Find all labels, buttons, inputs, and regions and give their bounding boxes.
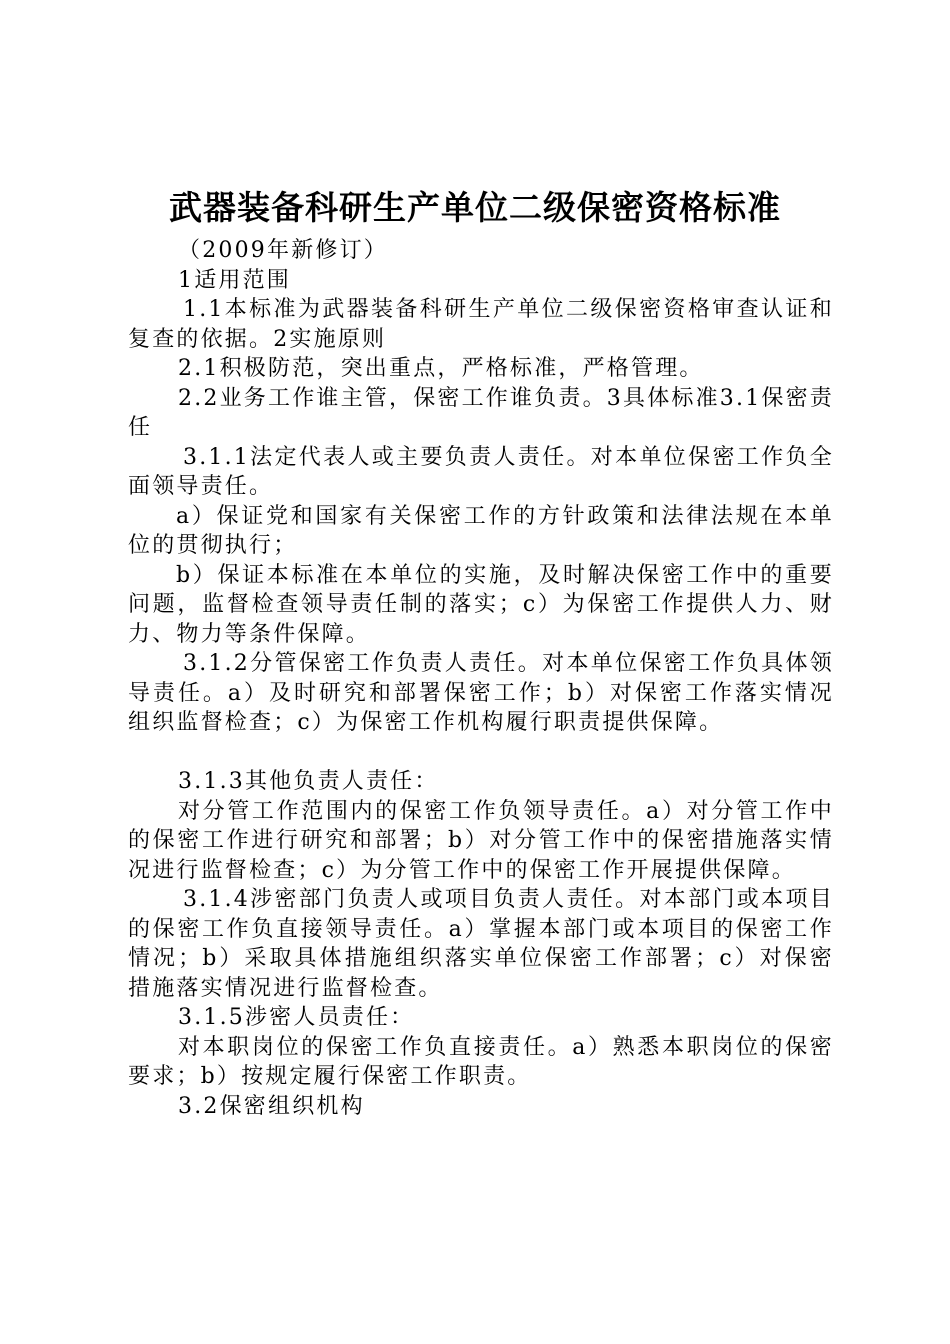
paragraph: b）保证本标准在本单位的实施，及时解决保密工作中的重要问题，监督检查领导责任制的落实；c）为保密工作提供人力、财力、物力等条件保障。 [128,562,834,647]
paragraph: 对分管工作范围内的保密工作负领导责任。a）对分管工作中的保密工作进行研究和部署；b）对分管工作中的保密措施落实情况进行监督检查；c）为分管工作中的保密工作开展提供保障。 [128,798,834,883]
paragraph: 3.1.1法定代表人或主要负责人责任。对本单位保密工作负全面领导责任。 [128,444,834,499]
paragraph: 3.1.3其他负责人责任： [178,769,439,794]
section-heading: 1适用范围 [178,267,291,293]
document-title: 武器装备科研生产单位二级保密资格标准 [169,188,781,227]
paragraph: 3.1.5涉密人员责任： [178,1005,415,1030]
paragraph: 对本职岗位的保密工作负直接责任。a）熟悉本职岗位的保密要求；b）按规定履行保密工作职责。 [128,1034,834,1089]
document-body [128,236,834,1121]
revision-note: （2009年新修订） [178,238,388,263]
paragraph: 2.2业务工作谁主管，保密工作谁负责。3具体标准3.1保密责任 [128,385,834,440]
paragraph: a）保证党和国家有关保密工作的方针政策和法律法规在本单位的贯彻执行； [128,503,834,558]
section-heading: 3.2保密组织机构 [178,1093,365,1119]
paragraph: 3.1.2分管保密工作负责人责任。对本单位保密工作负具体领导责任。a）及时研究和部署保密工作；b）对保密工作落实情况组织监督检查；c）为保密工作机构履行职责提供保障。 [128,651,834,735]
paragraph: 3.1.4涉密部门负责人或项目负责人责任。对本部门或本项目的保密工作负直接领导责任。a）掌握本部门或本项目的保密工作情况；b）采取具体措施组织落实单位保密工作部署；c）对保密措施落实情况进行监督检查。 [128,887,834,1001]
paragraph: 2.1积极防范，突出重点，严格标准，严格管理。 [178,356,704,381]
paragraph: 1.1本标准为武器装备科研生产单位二级保密资格审查认证和复查的依据。2实施原则 [128,297,834,352]
